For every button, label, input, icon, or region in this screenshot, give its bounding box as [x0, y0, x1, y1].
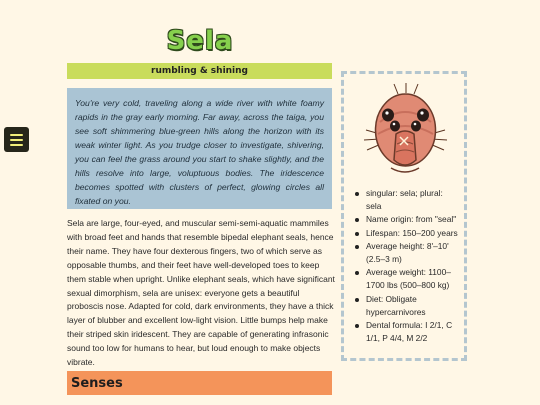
fact-height: Average height: 8'–10' (2.5–3 m)	[352, 240, 458, 266]
hamburger-menu-icon	[10, 134, 23, 136]
page-subtitle: rumbling & shining	[67, 63, 332, 79]
hamburger-menu-icon	[10, 139, 23, 141]
fact-dental-formula: Dental formula: I 2/1, C 1/1, P 4/4, M 2/2	[352, 319, 458, 345]
menu-button[interactable]	[4, 127, 29, 152]
section-heading-senses[interactable]: Senses	[67, 371, 332, 395]
sela-portrait-icon	[358, 82, 453, 182]
fact-name-origin: Name origin: from "seal"	[352, 213, 458, 226]
description-text: Sela are large, four-eyed, and muscular semi-semi-aquatic mammiles with broad feet and hands that resemble bipedal elephant seals, hence their name. They have four dexterous fingers, two of which serve as opposable thumbs, and their feet have well-developed toes to keep them stable when upright. Unlike elephant seals, which have significant sexual dimorphism, sela are unisex: everyone gets a beautiful proboscis nose. Adapted for cold, dark environments, they have a thick layer of blubber and excellent low-light vision. Little bumps help make their striped skin iridescent. They are capable of generating infrasonic sound too low for humans to hear, but loud enough to make objects vibrate.	[67, 218, 335, 368]
intro-text: You're very cold, traveling along a wide river with white foamy rapids in the gray early morning. Far away, across the taiga, you see soft shimmering blue-green hills along the horizon with its weak winter light. As you trudge closer to investigate, shivering, you can feel the grass around you start to shake slightly, and the hills resolve into large, voluptuous bodies. The iridescence becomes spotted with clusters of perfect, glowing circles all fixated on you.	[67, 88, 332, 209]
fact-diet: Diet: Obligate hypercarnivores	[352, 293, 458, 319]
page-title: Sela	[166, 26, 234, 56]
hamburger-menu-icon	[10, 144, 23, 146]
fact-plural: singular: sela; plural: sela	[352, 187, 458, 213]
fact-lifespan: Lifespan: 150–200 years	[352, 227, 458, 240]
fact-weight: Average weight: 1100–1700 lbs (500–800 kg)	[352, 266, 458, 292]
infobox-facts	[352, 187, 458, 345]
infobox	[341, 71, 467, 361]
